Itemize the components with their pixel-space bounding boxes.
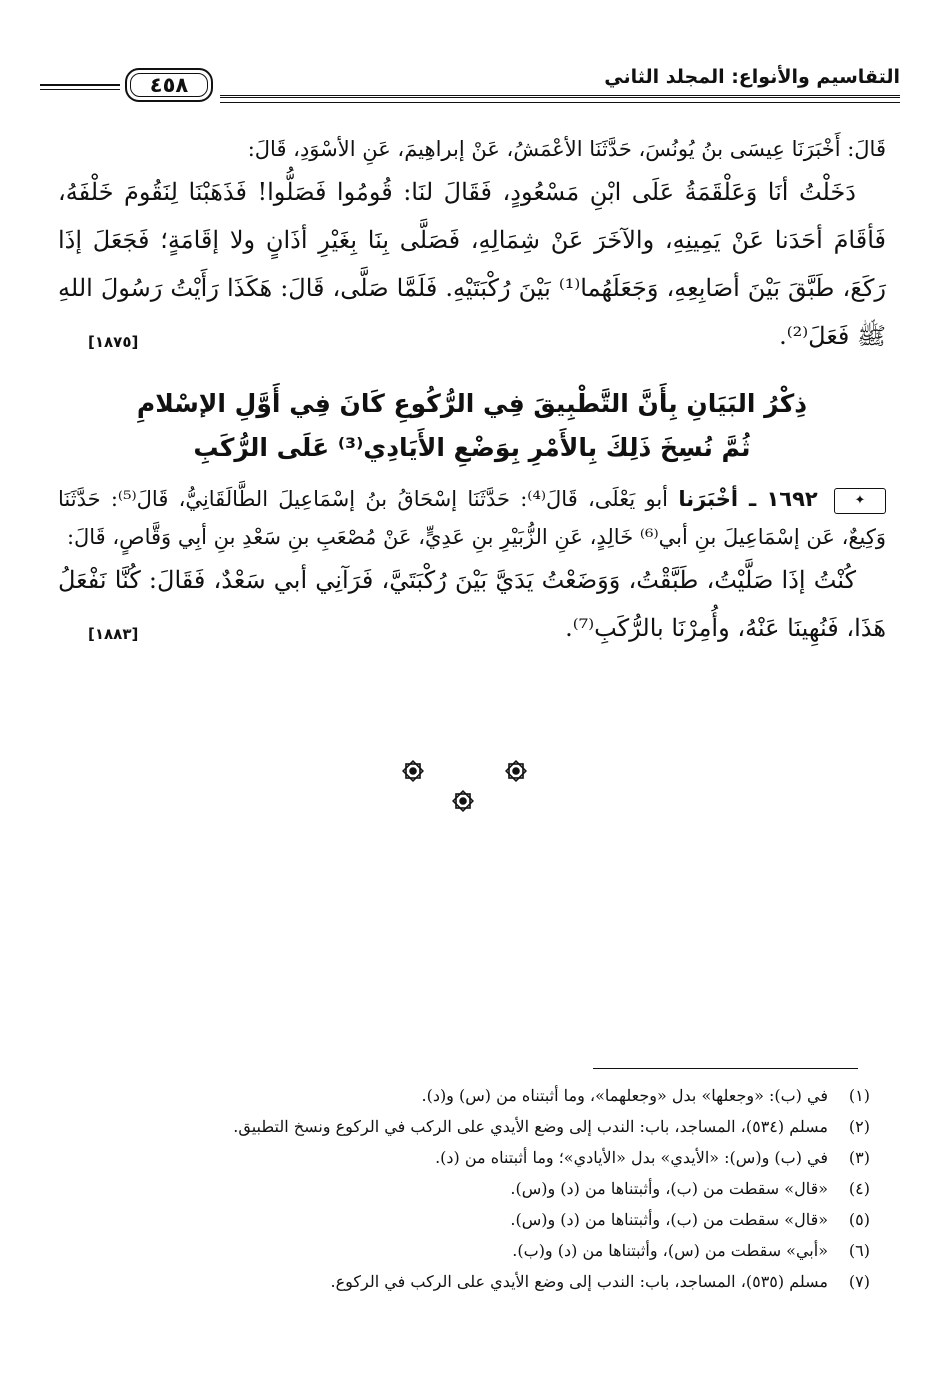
reference-number-2: [١٨٨٣] xyxy=(88,625,139,643)
heading-line-2: ثُمَّ نُسِخَ ذَلِكَ بِالأَمْرِ بِوَضْعِ الأَيَادِي⁽³⁾ عَلَى الرُّكَبِ xyxy=(193,433,751,462)
footnote-separator xyxy=(593,1068,858,1069)
heading-line-1: ذِكْرُ البَيَانِ بِأَنَّ التَّطْبِيقَ فِي الرُّكُوعِ كَانَ فِي أَوَّلِ الإسْلامِ xyxy=(136,389,808,418)
footnote: (٥)«قال» سقطت من (ب)، وأثبتناها من (د) و(س). xyxy=(510,1210,870,1229)
star-ornament-icon xyxy=(402,760,424,782)
footnote: (١)في (ب): «وجعلها» بدل «وجعلهما»، وما أثبتناه من (س) و(د). xyxy=(421,1086,870,1105)
hadith-matn-2 xyxy=(58,556,886,652)
running-title: التقاسيم والأنواع: المجلد الثاني xyxy=(604,66,900,88)
header-rule-left xyxy=(40,84,120,86)
hadith-akhbarana: أخْبَرَنا xyxy=(678,487,739,511)
reference-number: [١٨٧٥] xyxy=(88,333,139,351)
matn-text: دَخَلْتُ أنَا وَعَلْقَمَةُ عَلَى ابْنِ مَسْعُودٍ، فَقَالَ لنَا: قُومُوا فَصَلُّوا! فَذَهَبْنَا لِنَقُومَ خَلْفَهُ، فَأقَامَ أحَدَنا عَنْ يَمِينِهِ، والآخَرَ عَنْ شِمَالِهِ، فَصَلَّى بِنَا بِغَيْرِ أذَانٍ ولا إقَامَةٍ؛ فَجَعَلَ إذَا رَكَعَ، طَبَّقَ بَيْنَ أصَابِعِهِ، وَجَعَلَهُما⁽¹⁾ بَيْنَ رُكْبَتَيْهِ. فَلَمَّا صَلَّى، قَالَ: هَكَذَا رَأَيْتُ رَسُولَ اللهِ ﷺ فَعَلَ⁽²⁾. xyxy=(58,178,886,350)
chapter-heading xyxy=(58,382,886,470)
isnad-text: أبو يَعْلَى، قَالَ⁽⁴⁾: حَدَّثَنَا إسْحَاقُ بنُ إسْمَاعِيلَ الطَّالَقَانِيُّ، قَالَ⁽⁵⁾: حَدَّثَنَا وَكِيعٌ، عَن إسْمَاعِيلَ بنِ أبي⁽⁶⁾ خَالِدٍ، عَنِ الزُّبَيْرِ بنِ عَدِيٍّ، عَنْ مُصْعَبِ بنِ سَعْدِ بنِ أبِي وَقَّاصٍ، قَالَ: xyxy=(58,487,886,549)
footnote: (٢)مسلم (٥٣٤)، المساجد، باب: الندب إلى وضع الأيدي على الركب في الركوع ونسخ التطبيق. xyxy=(233,1117,870,1136)
header-rule xyxy=(220,95,900,98)
hadith-matn-1 xyxy=(58,168,886,360)
footnote: (٤)«قال» سقطت من (ب)، وأثبتناها من (د) و(س). xyxy=(510,1179,870,1198)
footnote: (٧)مسلم (٥٣٥)، المساجد، باب: الندب إلى وضع الأيدي على الركب في الركوع. xyxy=(330,1272,870,1291)
page-number-badge xyxy=(125,68,213,102)
hadith-frame-icon: ✦ xyxy=(834,488,886,514)
hadith-isnad: ✦ ١٦٩٢ ـ أخْبَرَنا أبو يَعْلَى، قَالَ⁽⁴⁾: حَدَّثَنَا إسْحَاقُ بنُ إسْمَاعِيلَ الطَّالَقَانِيُّ، قَالَ⁽⁵⁾: حَدَّثَنَا وَكِيعٌ، عَن إسْمَاعِيلَ بنِ أبي⁽⁶⁾ خَالِدٍ، عَنِ الزُّبَيْرِ بنِ عَدِيٍّ، عَنْ مُصْعَبِ بنِ سَعْدِ بنِ أبِي وَقَّاصٍ، قَالَ: xyxy=(58,487,886,549)
footnotes xyxy=(100,1080,870,1297)
header-rule-thin xyxy=(220,102,900,103)
header-rule-left-thin xyxy=(40,89,120,90)
star-ornament-icon xyxy=(505,760,527,782)
matn-text-2: كُنْتُ إذَا صَلَّيْتُ، طَبَّقْتُ، وَوَضَعْتُ يَدَيَّ بَيْنَ رُكْبَتَيَّ، فَرَآنِي أبي سَعْدٌ، فَقَالَ: كُنَّا نَفْعَلُ هَذَا، فَنُهِينَا عَنْهُ، وأُمِرْنَا بالرُّكَبِ⁽⁷⁾. xyxy=(58,566,886,642)
section-ornament xyxy=(0,760,947,830)
footnote: (٦)«أبي» سقطت من (س)، وأثبتناها من (د) و(ب). xyxy=(512,1241,870,1260)
isnad-intro: قَالَ: أَخْبَرَنَا عِيسَى بنُ يُونُسَ، حَدَّثَنَا الأعْمَشُ، عَنْ إبراهِيمَ، عَنِ الأسْوَدِ، قَالَ: xyxy=(247,137,886,161)
hadith-number: ١٦٩٢ xyxy=(766,487,818,511)
page-header xyxy=(40,62,900,112)
main-text xyxy=(58,130,886,658)
page-number: ٤٥٨ xyxy=(149,73,189,97)
star-ornament-icon xyxy=(452,790,474,812)
footnote: (٣)في (ب) و(س): «الأيدي» بدل «الأيادي»؛ وما أثبتناه من (د). xyxy=(435,1148,870,1167)
